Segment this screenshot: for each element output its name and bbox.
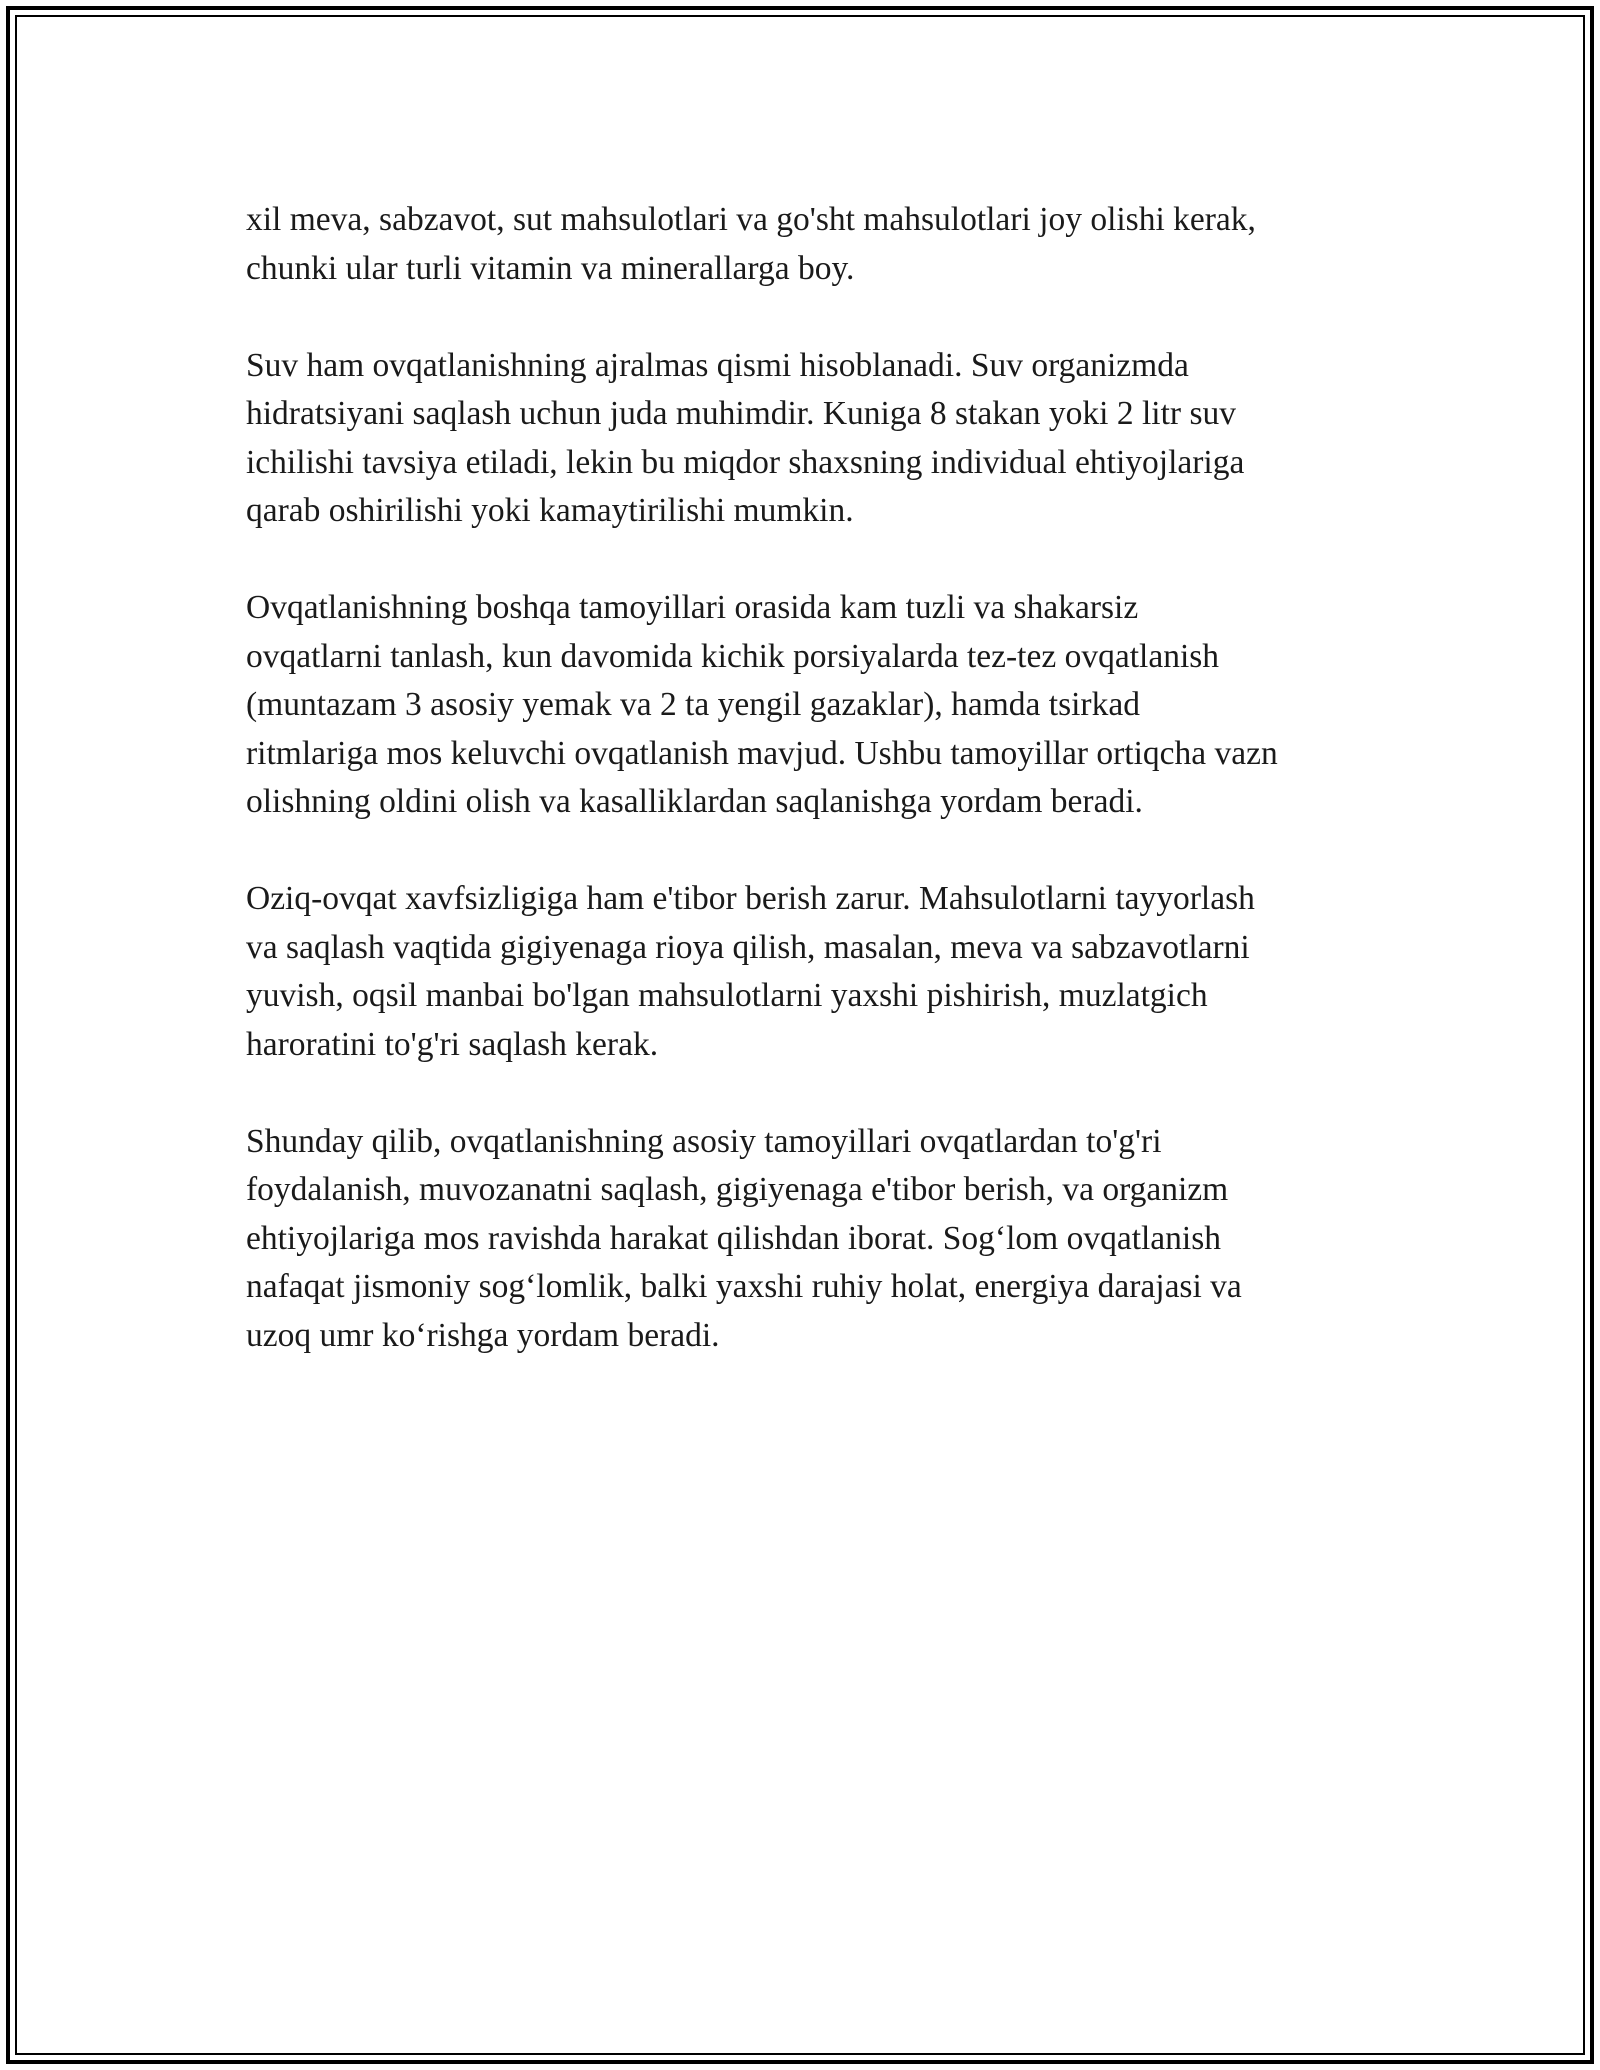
paragraph-3 xyxy=(246,584,1396,827)
paragraph-line: foydalanish, muvozanatni saqlash, gigiyenaga e'tibor berish, va organizm xyxy=(246,1171,1229,1208)
paragraph-line: olishning oldini olish va kasalliklardan saqlanishga yordam beradi. xyxy=(246,783,1143,820)
paragraph-line: ritmlariga mos keluvchi ovqatlanish mavjud. Ushbu tamoyillar ortiqcha vazn xyxy=(246,734,1278,772)
paragraph-5 xyxy=(246,1118,1396,1361)
paragraph-line: haroratini to'g'ri saqlash kerak. xyxy=(246,1025,659,1063)
page-frame xyxy=(6,6,1594,2064)
paragraph-line: Oziq-ovqat xavfsizligiga ham e'tibor berish zarur. Mahsulotlarni tayyorlash xyxy=(246,880,1255,917)
paragraph-line: Ovqatlanishning boshqa tamoyillari orasida kam tuzli va shakarsiz xyxy=(246,589,1139,626)
paragraph-4 xyxy=(246,875,1396,1069)
paragraph-line: ovqatlarni tanlash, kun davomida kichik porsiyalarda tez-tez ovqatlanish xyxy=(246,637,1220,675)
paragraph-1 xyxy=(246,196,1396,293)
paragraph-line: uzoq umr ko‘rishga yordam beradi. xyxy=(246,1316,720,1354)
paragraph-line: chunki ular turli vitamin va minerallarga boy. xyxy=(246,249,855,287)
paragraph-line: yuvish, oqsil manbai bo'lgan mahsulotlarni yaxshi pishirish, muzlatgich xyxy=(246,977,1208,1014)
paragraph-line: (muntazam 3 asosiy yemak va 2 ta yengil gazaklar), hamda tsirkad xyxy=(246,686,1140,723)
document-body xyxy=(246,196,1396,1409)
paragraph-line: nafaqat jismoniy sog‘lomlik, balki yaxshi ruhiy holat, energiya darajasi va xyxy=(246,1268,1242,1305)
paragraph-line: ichilishi tavsiya etiladi, lekin bu miqdor shaxsning individual ehtiyojlariga xyxy=(246,443,1245,481)
paragraph-line: ehtiyojlariga mos ravishda harakat qilishdan iborat. Sog‘lom ovqatlanish xyxy=(246,1219,1222,1257)
paragraph-line: xil meva, sabzavot, sut mahsulotlari va go'sht mahsulotlari joy olishi kerak, xyxy=(246,201,1256,238)
paragraph-line: hidratsiyani saqlash uchun juda muhimdir. Kuniga 8 stakan yoki 2 litr suv xyxy=(246,395,1236,432)
paragraph-2 xyxy=(246,342,1396,536)
paragraph-line: Suv ham ovqatlanishning ajralmas qismi hisoblanadi. Suv organizmda xyxy=(246,346,1189,384)
paragraph-line: va saqlash vaqtida gigiyenaga rioya qilish, masalan, meva va sabzavotlarni xyxy=(246,928,1250,966)
paragraph-line: Shunday qilib, ovqatlanishning asosiy tamoyillari ovqatlardan to'g'ri xyxy=(246,1122,1162,1160)
paragraph-line: qarab oshirilishi yoki kamaytirilishi mumkin. xyxy=(246,492,854,529)
